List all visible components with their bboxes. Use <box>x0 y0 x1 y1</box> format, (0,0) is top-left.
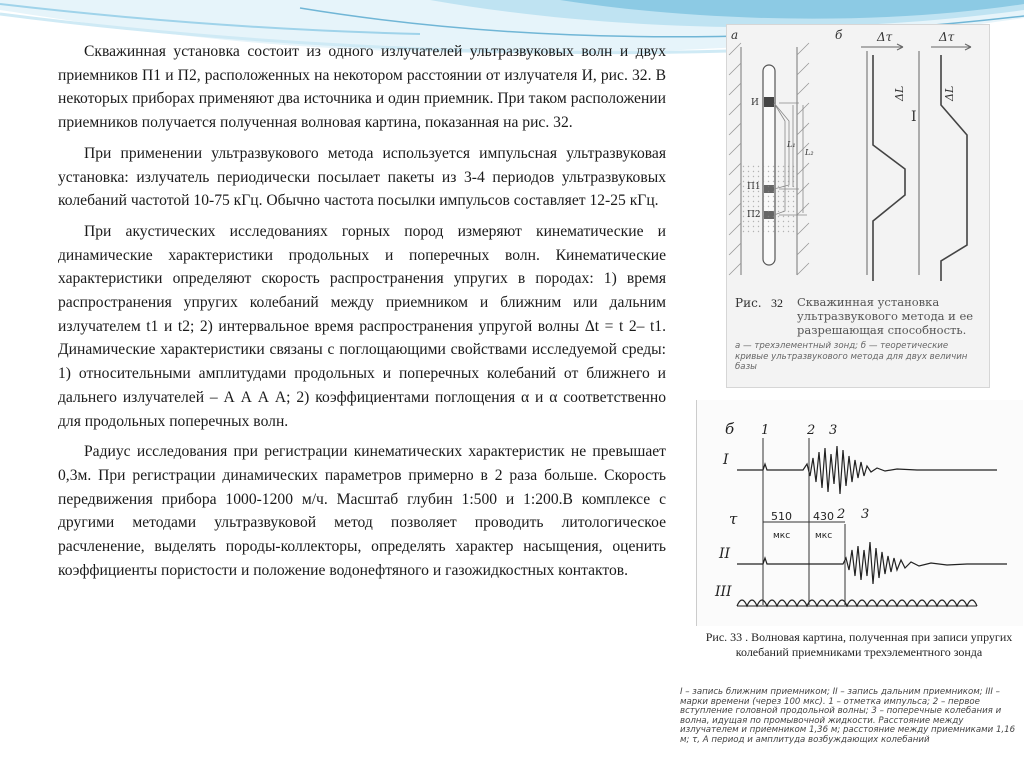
fig32-label-emitter: И <box>751 98 759 108</box>
fig32-label-roman: I <box>911 109 917 125</box>
figure-33 <box>696 400 1023 626</box>
fig33-label-1: 1 <box>761 423 770 438</box>
fig33-value-430: 430 <box>813 510 834 523</box>
fig33-caption-text: . Волновая картина, полученная при записи упругих колебаний приемниками трехэлементного зонда <box>735 630 1013 659</box>
fig32-label-dl-2: ΔL <box>943 85 956 101</box>
fig32-label-dtau-2: Δτ <box>939 30 955 44</box>
paragraph-2: При применении ультразвукового метода используется импульсная ультразвуковая установка: излучатель периодически посылает пакеты из 3-4 периодов ультразвуковых колебаний частотой 10-75 кГц. Обычно частота посылки импульсов составляет 12-25 кГц. <box>58 144 666 210</box>
fig33-label-3b: 3 <box>861 507 870 522</box>
fig33-trace-ii: II <box>719 546 731 562</box>
fig33-label-2: 2 <box>807 423 816 438</box>
fig32-label-p2: П2 <box>747 210 761 220</box>
fig33-label-b: б <box>725 420 735 438</box>
fig32-label-dtau-1: Δτ <box>877 30 893 44</box>
figure-33-drawing <box>697 400 1023 626</box>
paragraph-3: При акустических исследованиях горных пород измеряют кинематические и динамические характеристики продольных и поперечных волн. Кинематические характеристики определяют скорость распространения упругих в породах: 1) время распространения упругих колебаний между приемником и ближним или дальним излучателем t1 и t2; 2) интервальное время распространения упругой волны Δt = t 2– t1. Динамические характеристики связаны с поглощающими свойствами исследуемой среды: 1) относительными амплитудами продольных и поперечных колебаний от ближнего и дальнего излучателей – А А А А; 2) коэффициентами поглощения α и α соответственно для продольных поперечных волн. <box>58 222 666 430</box>
fig32-caption-prefix: Рис. <box>735 296 762 310</box>
paragraph-1: Скважинная установка состоит из одного излучателей ультразвуковых волн и двух приемников П1 и П2, расположенных на некотором расстоянии от излучателя И, рис. 32. В некоторых приборах применяют два источника и один приемник. При таком расположении приемников получается полученная волновая картина, показанная на рис. 32. <box>58 43 666 132</box>
paragraph-4: Радиус исследования при регистрации кинематических характеристик не превышает 0,3м. При регистрации динамических параметров примерно в 2 раза больше. Скорость передвижения прибора 1000-1200 м/ч. Масштаб глубин 1:500 и 1:200.В комплексе с другими методами ультразвуковой метод позволяет проводить литологическое расчленение, выделять породы-коллекторы, определять характер насыщения, оценить коэффициенты пористости и положение водонефтяного и газожидкостных контактов. <box>58 443 666 579</box>
fig33-trace-i: I <box>723 452 729 468</box>
fig33-label-3: 3 <box>829 423 838 438</box>
fig32-label-l2: L₂ <box>805 148 814 157</box>
fig32-label-a: а <box>731 28 739 42</box>
fig32-caption-title: Скважинная установка ультразвукового метода и ее разрешающая способность. <box>797 295 974 337</box>
fig32-caption-note: а — трехэлементный зонд; б — теоретические кривые ультразвукового метода для двух величин базы <box>735 341 968 372</box>
fig33-caption-number: 33 <box>730 630 743 644</box>
fig32-label-b: б <box>835 28 843 42</box>
figure-32 <box>726 24 990 388</box>
fig33-unit-1: мкс <box>773 531 791 541</box>
fig32-label-dl-1: ΔL <box>893 85 906 101</box>
fig33-trace-iii: III <box>715 584 732 600</box>
fig33-trace-tau: τ <box>729 510 738 528</box>
fig33-caption-prefix: Рис. <box>705 630 728 644</box>
fig32-caption-number: 32 <box>771 296 783 310</box>
fig33-label-2b: 2 <box>837 507 846 522</box>
fig32-label-l1: L₁ <box>787 140 796 149</box>
fig33-legend-note: I – запись ближним приемником; II – запись дальним приемником; III – марки времени (через 100 мкс). 1 – отметка импульса; 2 – первое вступление головной продольной волны; 3 – поперечные колебания и волна, идущая по промывочной жидкости. Расстояние между излучателем и приемником 1,36 м; расстояние между приемниками 1,16 м; τ, А период и амплитуда возбуждающих колебаний <box>680 687 1016 745</box>
fig33-unit-2: мкс <box>815 531 833 541</box>
fig33-value-510: 510 <box>771 510 792 523</box>
main-text-column <box>58 40 666 589</box>
fig33-caption <box>700 630 1018 660</box>
fig32-label-p1: П1 <box>747 182 761 192</box>
